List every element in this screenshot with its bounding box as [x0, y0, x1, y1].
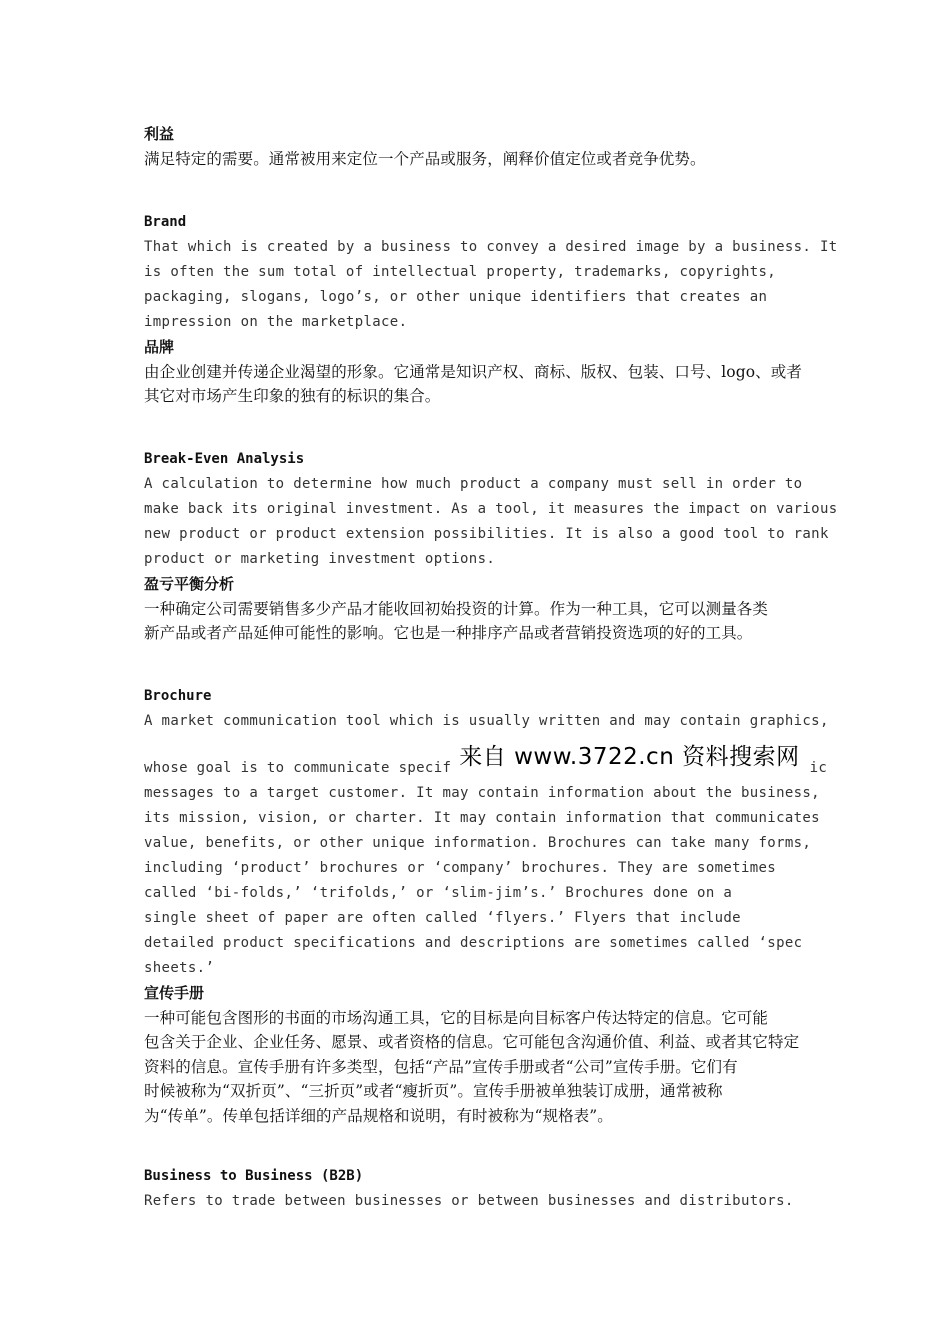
- definition-benefit-zh: 满足特定的需要。通常被用来定位一个产品或服务，阐释价值定位或者竞争优势。: [144, 150, 706, 168]
- term-break-even-zh: 盈亏平衡分析: [144, 574, 235, 593]
- definition-brochure-line: [144, 734, 828, 781]
- definition-brochure-line: value, benefits, or other unique information. Brochures can take many forms,: [144, 834, 812, 851]
- definition-brochure-line: its mission, vision, or charter. It may contain information that communicates: [144, 809, 820, 826]
- definition-brochure-line: A market communication tool which is usually written and may contain graphics,: [144, 712, 829, 729]
- definition-brand-line: is often the sum total of intellectual property, trademarks, copyrights,: [144, 263, 777, 280]
- definition-brand-zh-line: 由企业创建并传递企业渴望的形象。它通常是知识产权、商标、版权、包装、口号、logo、或者: [144, 362, 802, 381]
- definition-b2b-line: Refers to trade between businesses or between businesses and distributors.: [144, 1193, 794, 1209]
- term-brand-zh: 品牌: [144, 337, 175, 356]
- watermark: 来自 www.3722.cn 资料搜索网: [459, 743, 800, 770]
- definition-brochure-line: single sheet of paper are often called ‘flyers.’ Flyers that include: [144, 909, 741, 926]
- definition-brochure-fragment: whose goal is to communicate specif: [144, 759, 452, 776]
- definition-break-even-line: product or marketing investment options.: [144, 550, 496, 567]
- definition-brochure-line: detailed product specifications and descriptions are sometimes called ‘spec: [144, 934, 803, 951]
- definition-brochure-line: messages to a target customer. It may contain information about the business,: [144, 784, 820, 801]
- term-benefit-zh: 利益: [144, 125, 175, 143]
- definition-break-even-line: make back its original investment. As a tool, it measures the impact on various: [144, 500, 838, 517]
- definition-brochure-line: called ‘bi-folds,’ ‘trifolds,’ or ‘slim-jim’s.’ Brochures done on a: [144, 884, 733, 901]
- term-brochure: Brochure: [144, 687, 212, 704]
- definition-break-even-zh-line: 一种确定公司需要销售多少产品才能收回初始投资的计算。作为一种工具，它可以测量各类: [144, 599, 769, 618]
- definition-brand-line: packaging, slogans, logo’s, or other unique identifiers that creates an: [144, 288, 768, 305]
- definition-brochure-zh-line: 一种可能包含图形的书面的市场沟通工具，它的目标是向目标客户传达特定的信息。它可能: [144, 1008, 769, 1027]
- definition-brand-line: impression on the marketplace.: [144, 313, 408, 330]
- definition-break-even-line: A calculation to determine how much product a company must sell in order to: [144, 475, 803, 492]
- definition-brand-zh-line: 其它对市场产生印象的独有的标识的集合。: [144, 387, 441, 405]
- definition-brand-line: That which is created by a business to convey a desired image by a business. It: [144, 238, 838, 255]
- definition-break-even-line: new product or product extension possibilities. It is also a good tool to rank: [144, 525, 829, 542]
- term-break-even-analysis: Break-Even Analysis: [144, 450, 305, 467]
- definition-brochure-zh-line: 资料的信息。宣传手册有许多类型，包括“产品”宣传手册或者“公司”宣传手册。它们有: [144, 1057, 738, 1076]
- definition-brochure-line: including ‘product’ brochures or ‘company’ brochures. They are sometimes: [144, 859, 777, 876]
- definition-brochure-fragment: ic: [809, 759, 828, 776]
- term-b2b: Business to Business (B2B): [144, 1168, 364, 1184]
- definition-brochure-line: sheets.’: [144, 959, 215, 976]
- definition-brochure-zh-line: 为“传单”。传单包括详细的产品规格和说明，有时被称为“规格表”。: [144, 1106, 613, 1125]
- term-brand: Brand: [144, 213, 187, 230]
- definition-brochure-zh-line: 包含关于企业、企业任务、愿景、或者资格的信息。它可能包含沟通价值、利益、或者其它特定: [144, 1033, 800, 1051]
- document-page: [144, 122, 838, 1214]
- definition-break-even-zh-line: 新产品或者产品延伸可能性的影响。它也是一种排序产品或者营销投资选项的好的工具。: [144, 624, 753, 642]
- term-brochure-zh: 宣传手册: [144, 983, 205, 1002]
- definition-brochure-zh-line: 时候被称为“双折页”、“三折页”或者“瘦折页”。宣传手册被单独装订成册，通常被称: [144, 1082, 723, 1100]
